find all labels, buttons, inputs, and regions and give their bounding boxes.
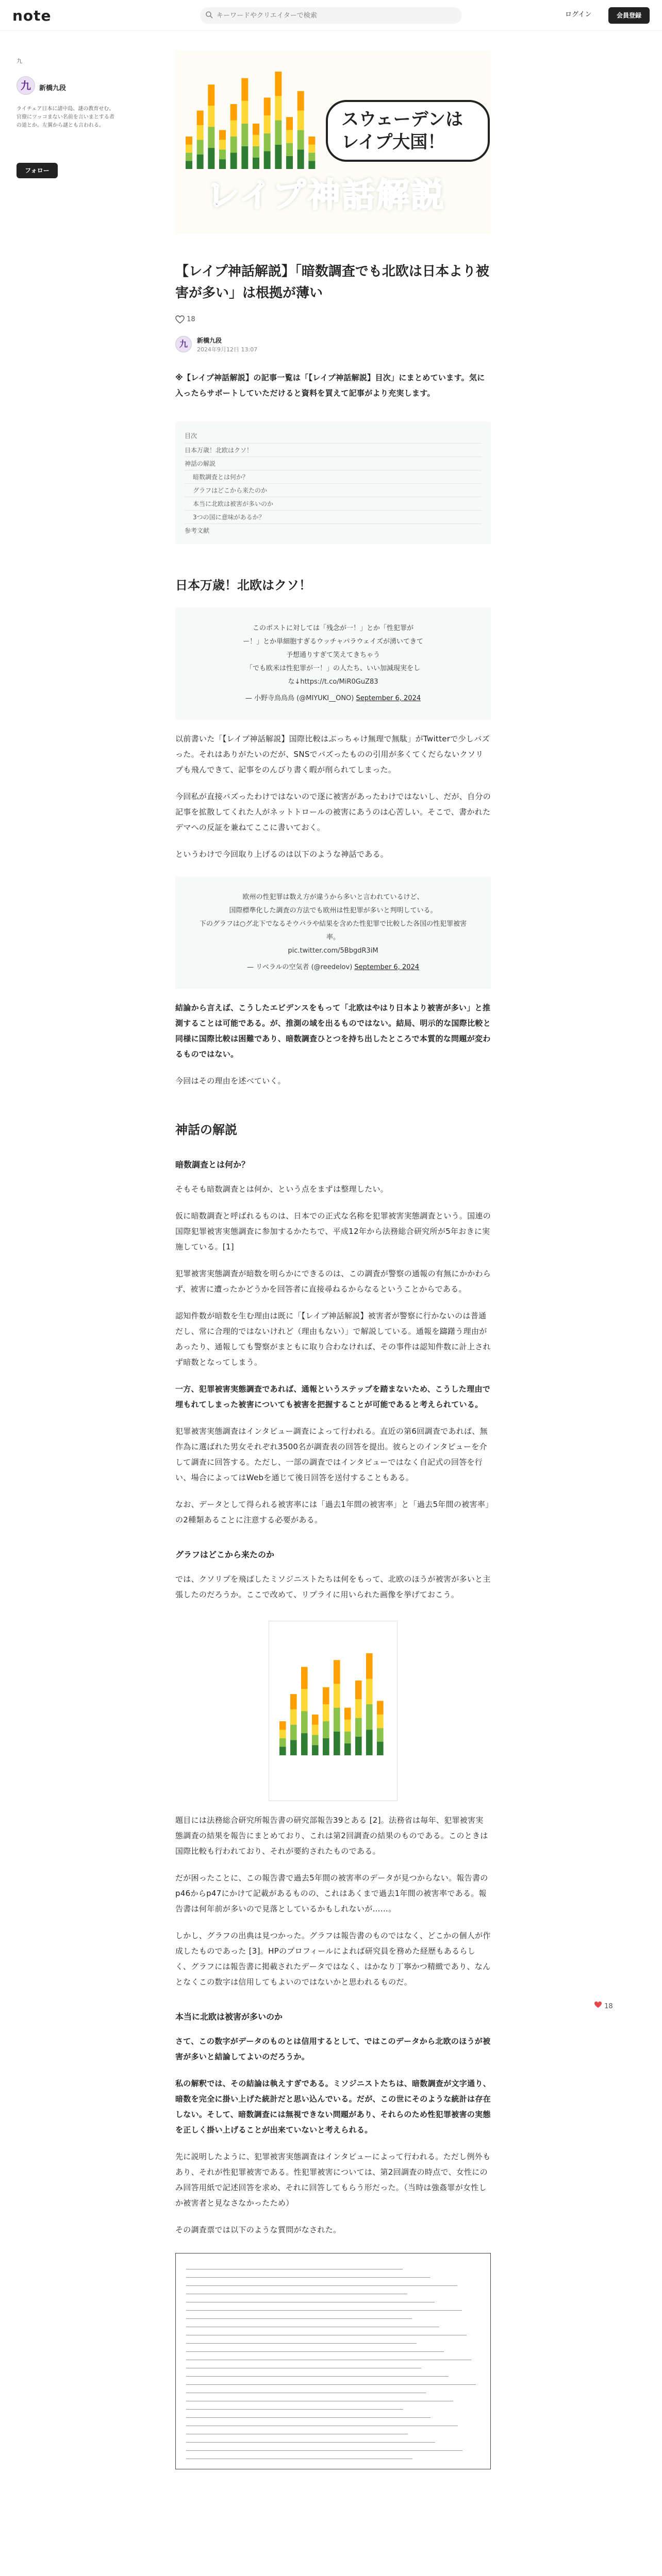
decorative-bar-segment bbox=[275, 96, 282, 120]
bubble-line-2: レイプ大国！ bbox=[341, 132, 445, 152]
tweet-line: このポストに対しては「残念が一！」とか「性犯罪が bbox=[252, 624, 413, 632]
decorative-bar-segment bbox=[312, 1715, 319, 1725]
paragraph: 犯罪被害実態調査が暗数を明らかにできるのは、この調査が警察の通報の有無にかかわらず、被害に遭ったかどうかを回答者に直接尋ねるからなるということからである。 bbox=[175, 1269, 491, 1294]
speech-bubble bbox=[326, 100, 490, 162]
decorative-bar-segment bbox=[186, 153, 192, 161]
hero-image bbox=[175, 50, 491, 234]
subsection-heading-3: 本当に北欧は被害が多いのか bbox=[175, 2012, 283, 2022]
decorative-bar-segment bbox=[290, 1725, 297, 1740]
decorative-bar-segment bbox=[253, 158, 259, 169]
decorative-bar-segment bbox=[366, 1704, 373, 1730]
decorative-bar-segment bbox=[334, 1708, 340, 1732]
subsection-heading-2: グラフはどこから来たのか bbox=[175, 1550, 275, 1560]
tweet-author: — 小野寺鳥鳥鳥 (@MIYUKI__ONO) bbox=[245, 694, 354, 702]
toc-item[interactable]: 日本万歳！北欧はクソ！ bbox=[185, 443, 482, 456]
tweet-date-link[interactable]: September 6, 2024 bbox=[354, 963, 420, 971]
decorative-bar-segment bbox=[208, 127, 214, 148]
sidebar-top-label: 九 bbox=[16, 58, 22, 64]
decorative-bar-segment bbox=[312, 1735, 319, 1745]
decorative-bar-segment bbox=[377, 1728, 384, 1741]
embedded-tweet-2 bbox=[175, 876, 491, 989]
decorative-bar-segment bbox=[279, 1747, 286, 1756]
paragraph: では、クソリプを飛ばしたミソジニストたちは何をもって、北欧のほうが被害が多いと主張したのだろうか。ここで改めて、リプライに用いられた画像を挙げておこう。 bbox=[175, 1574, 491, 1599]
decorative-bar-segment bbox=[279, 1730, 286, 1739]
decorative-bar-segment bbox=[241, 146, 248, 169]
article-chart-graphic bbox=[269, 1621, 398, 1802]
decorative-bar-segment bbox=[230, 104, 237, 121]
decorative-bar-segment bbox=[286, 130, 293, 143]
toc-heading[interactable]: 目次 bbox=[185, 432, 197, 439]
decorative-bar-segment bbox=[355, 1699, 362, 1718]
decorative-bar-segment bbox=[290, 1740, 297, 1755]
creator-description: ライチェア日本に諸中島、謎の教育せむ、官僚にツッコまない名前を言いまとする者の道とか。左翼から謎とも言われる。 bbox=[16, 106, 114, 128]
signup-button[interactable]: 会員登録 bbox=[608, 7, 650, 24]
floating-like-count: 18 bbox=[604, 2003, 613, 2010]
document-text-line bbox=[186, 2442, 435, 2443]
tweet-line: ー！」とか単細胞すぎるウッチャパラウェイズが湧いてきて bbox=[243, 638, 423, 646]
decorative-bar-segment bbox=[334, 1732, 340, 1755]
intro-paragraph: ※【レイプ神話解説】の記事一覧は「【レイプ神話解説】目次」にまとめています。気に入ったらサポートしていただけると資料を買えて記事がより充実します。 bbox=[175, 373, 485, 398]
decorative-bar-segment bbox=[323, 1687, 329, 1704]
decorative-bar-segment bbox=[308, 153, 315, 161]
decorative-bar-segment bbox=[286, 117, 293, 130]
decorative-bar-segment bbox=[334, 1660, 340, 1684]
paragraph: そもそも暗数調査とは何か、という点をまずは整理したい。 bbox=[175, 1184, 389, 1194]
decorative-bar-segment bbox=[186, 161, 192, 169]
avatar[interactable]: 九 bbox=[16, 76, 35, 95]
floating-like-button[interactable] bbox=[594, 2001, 619, 2010]
decorative-bar-segment bbox=[219, 140, 226, 149]
decorative-bar-segment bbox=[323, 1704, 329, 1721]
decorative-bar-segment bbox=[253, 124, 259, 135]
paragraph: さて、この数字がデータのものとは信用するとして、ではこのデータから北欧のほうが被害が多いと結論してよいのだろうか。 bbox=[175, 2037, 491, 2061]
like-row[interactable] bbox=[175, 315, 491, 327]
paragraph: その調査票では以下のような質問がなされた。 bbox=[175, 2225, 341, 2234]
decorative-bar-segment bbox=[219, 159, 226, 169]
decorative-bar-segment bbox=[297, 130, 304, 149]
toc-item[interactable]: 参考文献 bbox=[185, 523, 482, 537]
top-header bbox=[0, 0, 662, 31]
decorative-bar-segment bbox=[366, 1730, 373, 1756]
decorative-bar-segment bbox=[308, 161, 315, 169]
decorative-bar-segment bbox=[219, 149, 226, 159]
decorative-bar-segment bbox=[208, 148, 214, 169]
decorative-bar-segment bbox=[241, 101, 248, 124]
decorative-bar-segment bbox=[186, 137, 192, 145]
decorative-bar-segment bbox=[279, 1738, 286, 1747]
decorative-bar-segment bbox=[323, 1738, 329, 1755]
creator-name[interactable]: 新橋九段 bbox=[39, 84, 67, 92]
decorative-bar-segment bbox=[290, 1694, 297, 1709]
paragraph: 認知件数が暗数を生む理由は既に「【レイプ神話解説】被害者が警察に行かないのは普通だし、常に合理的ではないけれど（理由もない）」で解説している。通報を躊躇う理由があったり、通報しても警察がまともに取り合わなければ、その事件は認知件数に計上されず暗数となってしまう。 bbox=[175, 1311, 491, 1367]
author-name[interactable]: 新橋九段 bbox=[197, 337, 222, 344]
toc-item[interactable]: 暗数調査とは何か？ bbox=[185, 470, 482, 483]
decorative-bar-segment bbox=[323, 1721, 329, 1738]
decorative-bar-segment bbox=[286, 143, 293, 156]
decorative-bar-segment bbox=[312, 1745, 319, 1755]
questionnaire-image[interactable] bbox=[175, 2253, 491, 2469]
decorative-bar-segment bbox=[230, 153, 237, 170]
decorative-bar-segment bbox=[366, 1653, 373, 1679]
article-body bbox=[175, 261, 491, 2469]
toc-item[interactable]: 3つの国に意味があるか？ bbox=[185, 510, 482, 523]
tweet-line: 欧州の性犯罪は数え方が違うから多いと言われているけど、 bbox=[242, 893, 424, 901]
decorative-bar-segment bbox=[264, 97, 271, 115]
hero-title: レイプ神話解説 bbox=[206, 177, 445, 215]
decorative-bar-segment bbox=[344, 1732, 351, 1743]
decorative-bar-segment bbox=[241, 124, 248, 146]
decorative-bar-segment bbox=[219, 130, 226, 140]
decorative-bar-segment bbox=[377, 1701, 384, 1714]
paragraph: 一方、犯罪被害実態調査であれば、通報というステップを踏まないため、こうした理由で埋もれてしまった被害についても被害を把握することが可能であると考えられている。 bbox=[175, 1384, 491, 1409]
decorative-bar-segment bbox=[208, 84, 214, 106]
decorative-bar-segment bbox=[253, 146, 259, 158]
publish-date: 2024年9月12日 13:07 bbox=[197, 346, 258, 353]
tweet-link[interactable]: な↓https://t.co/MiR0GuZ83 bbox=[288, 678, 378, 686]
decorative-bar-segment bbox=[279, 1721, 286, 1730]
decorative-bar-segment bbox=[308, 137, 315, 145]
login-link[interactable]: ログイン bbox=[565, 11, 592, 19]
tweet-link[interactable]: pic.twitter.com/5BbgdR3iM bbox=[288, 947, 378, 955]
paragraph: というわけで今回取り上げるのは以下のような神話である。 bbox=[175, 850, 389, 859]
decorative-bar-segment bbox=[208, 106, 214, 127]
decorative-bar-segment bbox=[355, 1681, 362, 1699]
decorative-bar-segment bbox=[275, 145, 282, 169]
decorative-bar-segment bbox=[377, 1742, 384, 1755]
tweet-source bbox=[196, 961, 470, 974]
tweet-line: 下のグラフは○グ北下でなるそウバラや結果を含めた性犯罪で比較した各国の性犯罪被害率。 bbox=[199, 920, 467, 941]
decorative-bar-segment bbox=[286, 156, 293, 169]
search-icon bbox=[205, 11, 213, 19]
decorative-bar-segment bbox=[230, 121, 237, 137]
decorative-bar-segment bbox=[301, 1667, 308, 1689]
section-heading-2: 神話の解説 bbox=[175, 1123, 237, 1137]
decorative-bar-segment bbox=[377, 1715, 384, 1728]
search-input[interactable] bbox=[217, 10, 454, 21]
decorative-bar-segment bbox=[275, 72, 282, 96]
paragraph: 今回はその理由を述べていく。 bbox=[175, 1076, 286, 1086]
document-text-line bbox=[186, 2277, 430, 2278]
decorative-bar-segment bbox=[334, 1684, 340, 1707]
paragraph: 以前書いた「【レイプ神話解説】国際比較はぶっちゃけ無理で無駄」がTwitterで少しバズった。それはありがたいのだが、SNSでバズったものの引用が多くてくだらないクソリプも飛んできて、記事をのんびり書く暇が削られてしまった。 bbox=[175, 734, 490, 774]
paragraph: なお、データとして得られる被害率には「過去1年間の被害率」と「過去5年間の被害率」の2種類あることに注意する必要がある。 bbox=[175, 1500, 489, 1524]
decorative-bar-segment bbox=[230, 137, 237, 153]
heart-icon[interactable] bbox=[175, 315, 185, 324]
decorative-bar-segment bbox=[197, 125, 204, 140]
paragraph: 今回私が直接バズったわけではないので逐に被害があったわけではないし、だが、自分の記事を拡散してくれた人がネットトロールの被害にあうのは心苦しい。そこで、書かれたデマへの反証を兼ねてここに書いておく。 bbox=[175, 792, 491, 832]
decorative-bar-segment bbox=[264, 151, 271, 169]
decorative-bar-segment bbox=[366, 1679, 373, 1705]
author-avatar[interactable]: 九 bbox=[175, 336, 192, 352]
paragraph: 犯罪被害実態調査はインタビュー調査によって行われる。直近の第6回調査であれば、無作為に選ばれた男女それぞれ3500名が調査表の回答を提出。彼らとのインタビューを介して調査に回答する。ただし、一部の調査ではインタビューではなく自記式の回答を行い、場合によってはWebを通じて後日回答を送付することもある。 bbox=[175, 1427, 488, 1482]
heart-icon[interactable] bbox=[594, 2001, 602, 2008]
document-text-line bbox=[186, 2417, 431, 2418]
document-text-line bbox=[186, 2318, 412, 2319]
table-of-contents bbox=[175, 421, 491, 544]
note-logo[interactable]: note bbox=[12, 7, 52, 24]
paragraph: しかし、グラフの出典は見つかった。グラフは報告書のものではなく、どこかの個人が作成したものであった [3]。HPのプロフィールによれば研究員を務めた経歴もあるらしく、グラフには報告書に掲載されたデータではなく、はかなり丁寧かつ精緻であり、なんとなくこの数字は信用してもよいのではないかと思われるものだ。 bbox=[175, 1931, 491, 1987]
tweet-author: — リベラルの空気者 (@reedelov) bbox=[246, 963, 353, 971]
document-text-line bbox=[186, 2376, 449, 2377]
decorative-bar-segment bbox=[301, 1733, 308, 1755]
toc-item[interactable]: 本当に北欧は被害が多いのか bbox=[185, 497, 482, 510]
tweet-line: 「でも欧米は性犯罪が一！」の人たち、いい加減現実をし bbox=[245, 665, 420, 672]
paragraph: 題目には法務総合研究所報告書の研究部報告39とある [2]。法務省は毎年、犯罪被害実態調査の結果を報告にまとめており、これは第2回調査の結果のものである。このときは国際比較も行われており、それが要約されたものである。 bbox=[175, 1816, 488, 1856]
like-count: 18 bbox=[187, 315, 195, 324]
author-row[interactable] bbox=[175, 333, 491, 359]
decorative-bar-segment bbox=[197, 155, 204, 169]
decorative-bar-segment bbox=[253, 135, 259, 146]
document-text-line bbox=[186, 2409, 403, 2410]
decorative-bar-segment bbox=[297, 149, 304, 169]
paragraph: 仮に暗数調査と呼ばれるものは、日本での正式な名称を犯罪被害実態調査という。国連の国際犯罪被害実態調査に参加するかたちで、平成12年から法務総合研究所が5年おきに実施している。[1] bbox=[175, 1211, 491, 1251]
decorative-bar-segment bbox=[355, 1718, 362, 1736]
decorative-bar-segment bbox=[197, 111, 204, 125]
follow-button[interactable]: フォロー bbox=[16, 163, 58, 178]
article-title: 【レイプ神話解説】「暗数調査でも北欧は日本より被害が多い」は根拠が薄い bbox=[175, 264, 489, 301]
tweet-line: 予想通りすぎて笑えてきちゃう bbox=[286, 651, 380, 659]
decorative-bar-segment bbox=[264, 133, 271, 151]
decorative-bar-segment bbox=[308, 145, 315, 153]
tweet-source bbox=[196, 692, 470, 705]
toc-item[interactable]: 神話の解説 bbox=[185, 456, 482, 470]
paragraph: 結論から言えば、こうしたエビデンスをもって「北欧はやはり日本より被害が多い」と推測することは可能である。が、推測の域を出るものではない。結局、明示的な国際比較と同様に国際比較は困難であり、暗数調査ひとつを持ち出したところで本質的な問題が変わるものではない。 bbox=[175, 1003, 491, 1059]
decorative-bar-segment bbox=[290, 1709, 297, 1725]
subsection-heading-1: 暗数調査とは何か？ bbox=[175, 1160, 250, 1170]
decorative-bar-segment bbox=[241, 78, 248, 101]
decorative-bar-segment bbox=[312, 1725, 319, 1735]
search-bar[interactable] bbox=[200, 7, 462, 24]
document-text-line bbox=[186, 2450, 462, 2451]
decorative-bar-segment bbox=[197, 140, 204, 154]
paragraph: だが困ったことに、この報告書で過去5年間の被害率のデータが見つからない。報告書のp46からp47にかけて記載があるものの、これはあくまで過去1年間の被害率である。報告書は何年前が多いので見落としているかもしれないが……。 bbox=[175, 1873, 488, 1913]
decorative-bar-segment bbox=[297, 91, 304, 111]
decorative-bar-segment bbox=[344, 1743, 351, 1755]
document-text-line bbox=[186, 2343, 417, 2344]
document-text-line bbox=[186, 2384, 476, 2385]
decorative-bar-segment bbox=[344, 1708, 351, 1720]
decorative-bar-segment bbox=[301, 1711, 308, 1733]
section-heading-1: 日本万歳！北欧はクソ！ bbox=[175, 578, 311, 592]
decorative-bar-segment bbox=[344, 1720, 351, 1732]
paragraph: 先に説明したように、犯罪被害実態調査はインタビューによって行われる。ただし例外もあり、それが性犯罪被害である。性犯罪被害については、第2回調査の時点で、女性にのみ回答用紙で記述回答を求め、それに回答してもらう形だった。（当時は強姦罪が女性しか被害者と見なさなかったため） bbox=[175, 2152, 491, 2208]
document-text-line bbox=[186, 2285, 457, 2286]
document-text-line bbox=[186, 2310, 462, 2311]
decorative-bar-segment bbox=[275, 121, 282, 145]
decorative-bar-segment bbox=[297, 111, 304, 130]
decorative-bar-segment bbox=[355, 1737, 362, 1755]
decorative-bar-segment bbox=[301, 1689, 308, 1711]
article-chart-image[interactable] bbox=[269, 1621, 398, 1801]
document-text-line bbox=[186, 2351, 444, 2352]
decorative-bar-segment bbox=[264, 115, 271, 133]
toc-item[interactable]: グラフはどこから来たのか bbox=[185, 483, 482, 497]
decorative-bar-segment bbox=[186, 145, 192, 153]
tweet-line: 国際標準化した調査の方法でも欧州は性犯罪が多いと判明している。 bbox=[229, 907, 437, 914]
bubble-line-1: スウェーデンは bbox=[341, 109, 463, 130]
embedded-tweet-1 bbox=[175, 607, 491, 720]
tweet-date-link[interactable]: September 6, 2024 bbox=[356, 694, 421, 702]
paragraph: 私の解釈では、その結論は執えすぎである。ミソジニストたちは、暗数調査が文字通り、暗数を完全に掛い上げた統計だと思い込んでいる。だが、この世にそのような統計は存在しない。そして、暗数調査には無視できない問題があり、それらのため性犯罪被害の実態を正しく掛い上げることが出来ていないと考えられる。 bbox=[175, 2079, 491, 2134]
